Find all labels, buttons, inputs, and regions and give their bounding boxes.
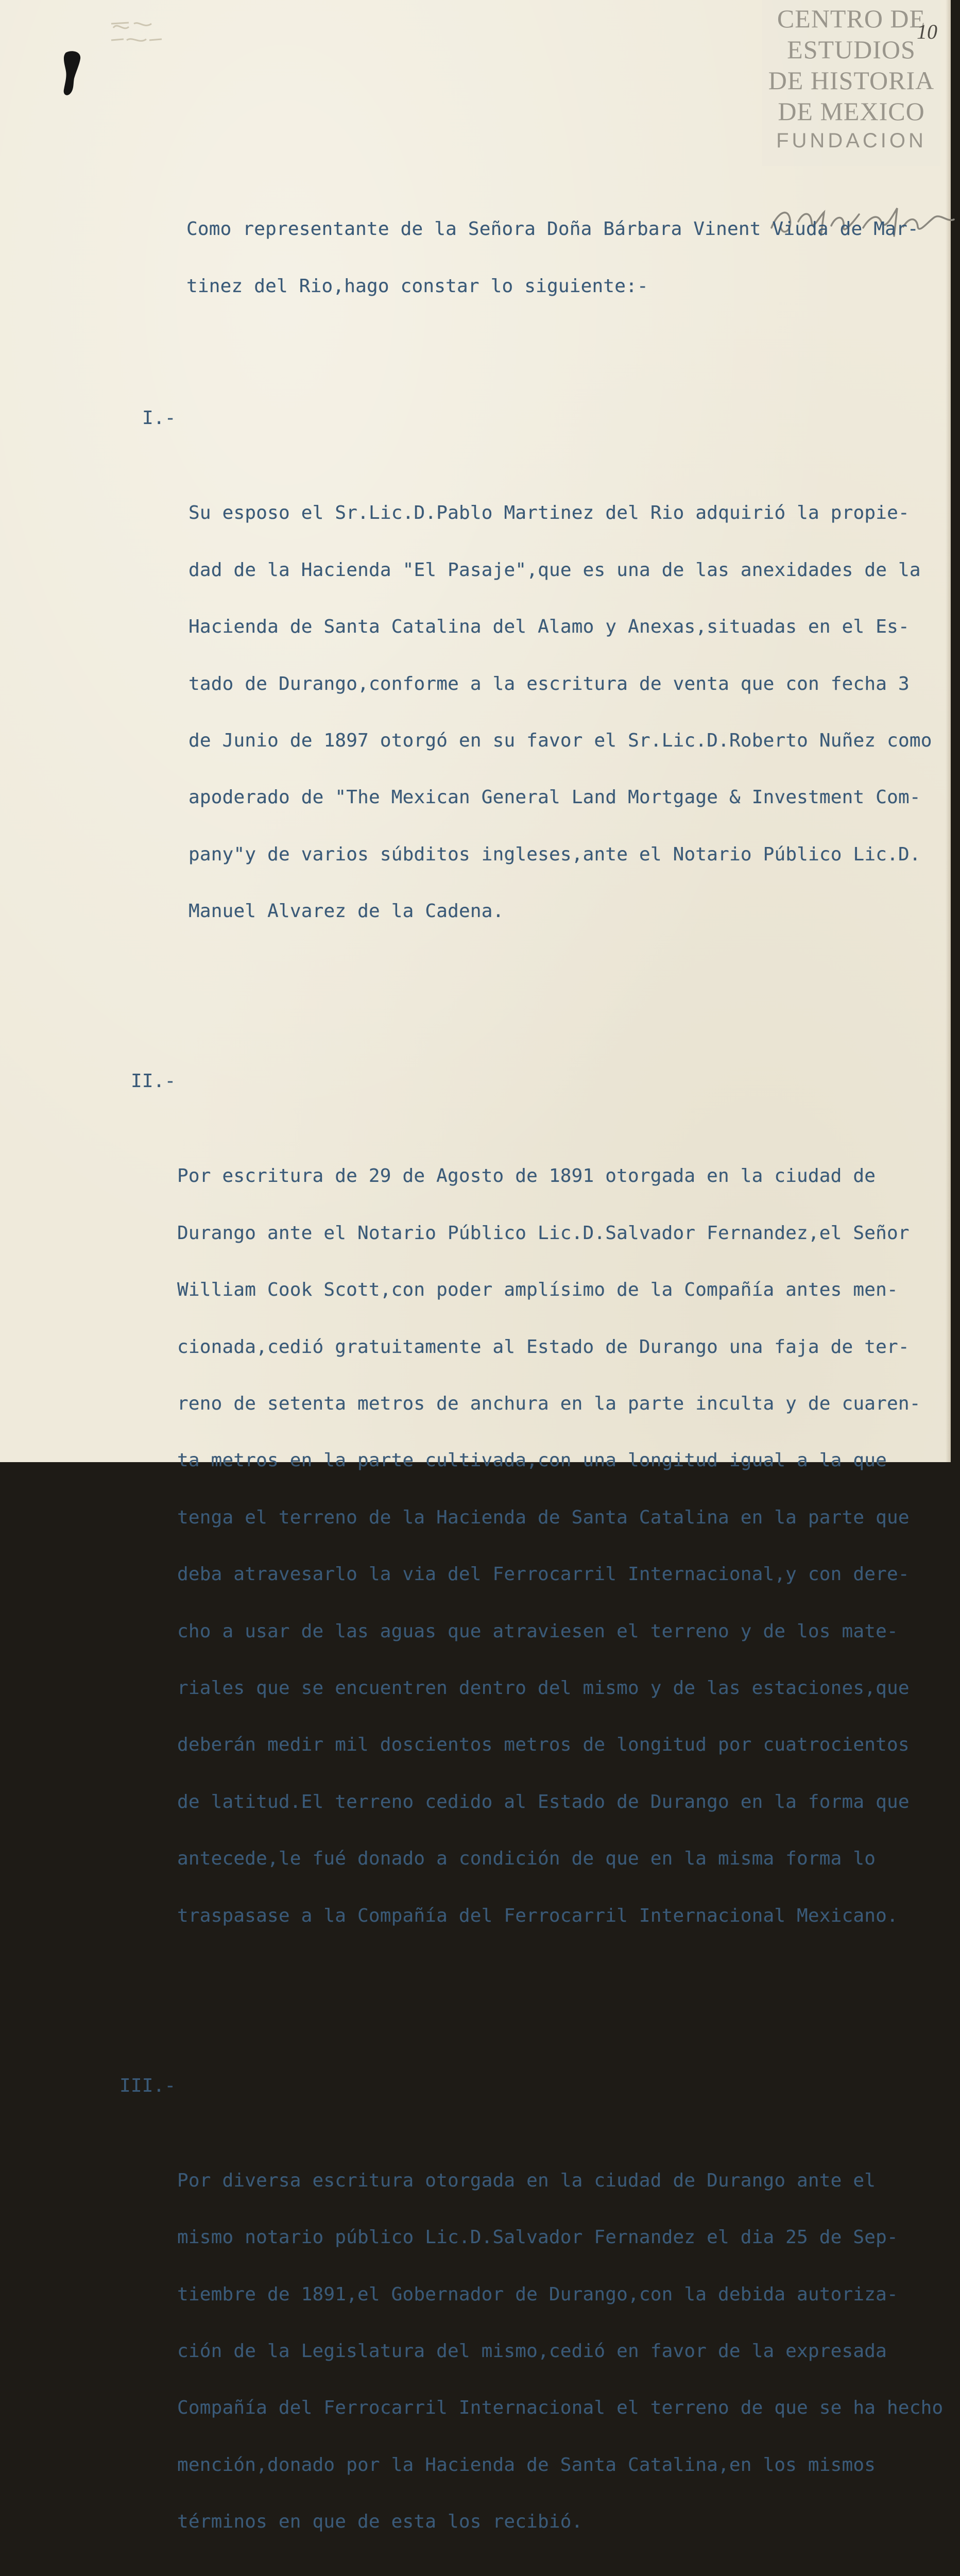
text-line: Por diversa escritura otorgada en la ciudad de Durango ante el — [177, 2170, 876, 2191]
text-line: Durango ante el Notario Público Lic.D.Salvador Fernandez,el Señor — [177, 1222, 910, 1244]
text-line: mención,donado por la Hacienda de Santa Catalina,en los mismos — [177, 2454, 876, 2476]
page-edge-shadow — [946, 0, 951, 1462]
clause-i — [119, 409, 944, 997]
intro-paragraph — [186, 182, 944, 334]
faint-pencil-mark — [108, 16, 170, 57]
text-line: de Junio de 1897 otorgó en su favor el Sr.Lic.D.Roberto Nuñez como — [188, 730, 932, 751]
text-line: traspasase a la Compañía del Ferrocarril Internacional Mexicano. — [177, 1905, 898, 1926]
clause-text — [177, 1129, 944, 1963]
clause-ii — [119, 1072, 944, 2001]
clause-number: I.- — [142, 408, 176, 429]
text-line: Compañía del Ferrocarril Internacional el terreno de que se ha hecho — [177, 2397, 944, 2419]
text-line: cho a usar de las aguas que atraviesen el terreno y de los mate- — [177, 1620, 898, 1642]
clause-text — [177, 2133, 944, 2569]
text-line: pany"y de varios súbditos ingleses,ante el Notario Público Lic.D. — [188, 843, 921, 865]
text-line: Hacienda de Santa Catalina del Alamo y Anexas,situadas en el Es- — [188, 616, 910, 638]
text-line: reno de setenta metros de anchura en la parte inculta y de cuaren- — [177, 1393, 921, 1414]
text-line: tado de Durango,conforme a la escritura de venta que con fecha 3 — [188, 673, 910, 694]
text-line: antecede,le fué donado a condición de que en la misma forma lo — [177, 1848, 876, 1870]
text-line: mismo notario público Lic.D.Salvador Fernandez el dia 25 de Sep- — [177, 2227, 898, 2248]
stamp-line: CENTRO DE — [777, 4, 926, 33]
ink-blot — [61, 49, 83, 97]
text-line: tenga el terreno de la Hacienda de Santa Catalina en la parte que — [177, 1506, 910, 1528]
text-line: ta metros en la parte cultivada,con una longitud igual a la que — [177, 1450, 887, 1471]
stamp-line: DE MEXICO — [778, 97, 925, 126]
text-line: Su esposo el Sr.Lic.D.Pablo Martinez del Rio adquirió la propie- — [188, 502, 910, 524]
text-line: Como representante de la Señora Doña Bárbara Vinent Viuda de Mar- — [186, 218, 919, 240]
clause-iii — [119, 2077, 944, 2576]
letter-body — [119, 144, 944, 2576]
text-line: dad de la Hacienda "El Pasaje",que es una de las anexidades de la — [188, 559, 921, 581]
text-line: William Cook Scott,con poder amplísimo de la Compañía antes men- — [177, 1279, 898, 1301]
text-line: términos en que de esta los recibió. — [177, 2511, 583, 2533]
stamp-line: DE HISTORIA — [768, 66, 935, 95]
text-line: deberán medir mil doscientos metros de longitud por cuatrocientos — [177, 1734, 910, 1756]
page-number: 10 — [917, 20, 937, 43]
text-line: ción de la Legislatura del mismo,cedió en favor de la expresada — [177, 2341, 887, 2362]
text-line: riales que se encuentren dentro del mismo y de las estaciones,que — [177, 1677, 910, 1699]
clause-number: III.- — [119, 2075, 176, 2096]
text-line: tiembre de 1891,el Gobernador de Durango,con la debida autoriza- — [177, 2283, 898, 2305]
archive-stamp — [762, 0, 940, 166]
text-line: deba atravesarlo la via del Ferrocarril Internacional,y con dere- — [177, 1564, 910, 1585]
stamp-foundation: FUNDACION — [776, 129, 927, 152]
stamp-line: ESTUDIOS — [787, 35, 916, 64]
clause-text — [188, 466, 944, 959]
text-line: Por escritura de 29 de Agosto de 1891 otorgada en la ciudad de — [177, 1165, 876, 1187]
text-line: Manuel Alvarez de la Cadena. — [188, 901, 504, 922]
text-line: tinez del Rio,hago constar lo siguiente:- — [186, 275, 648, 297]
text-line: apoderado de "The Mexican General Land Mortgage & Investment Com- — [188, 787, 921, 808]
clause-number: II.- — [131, 1071, 176, 1092]
text-line: de latitud.El terreno cedido al Estado de Durango en la forma que — [177, 1791, 910, 1812]
text-line: cionada,cedió gratuitamente al Estado de Durango una faja de ter- — [177, 1336, 910, 1358]
